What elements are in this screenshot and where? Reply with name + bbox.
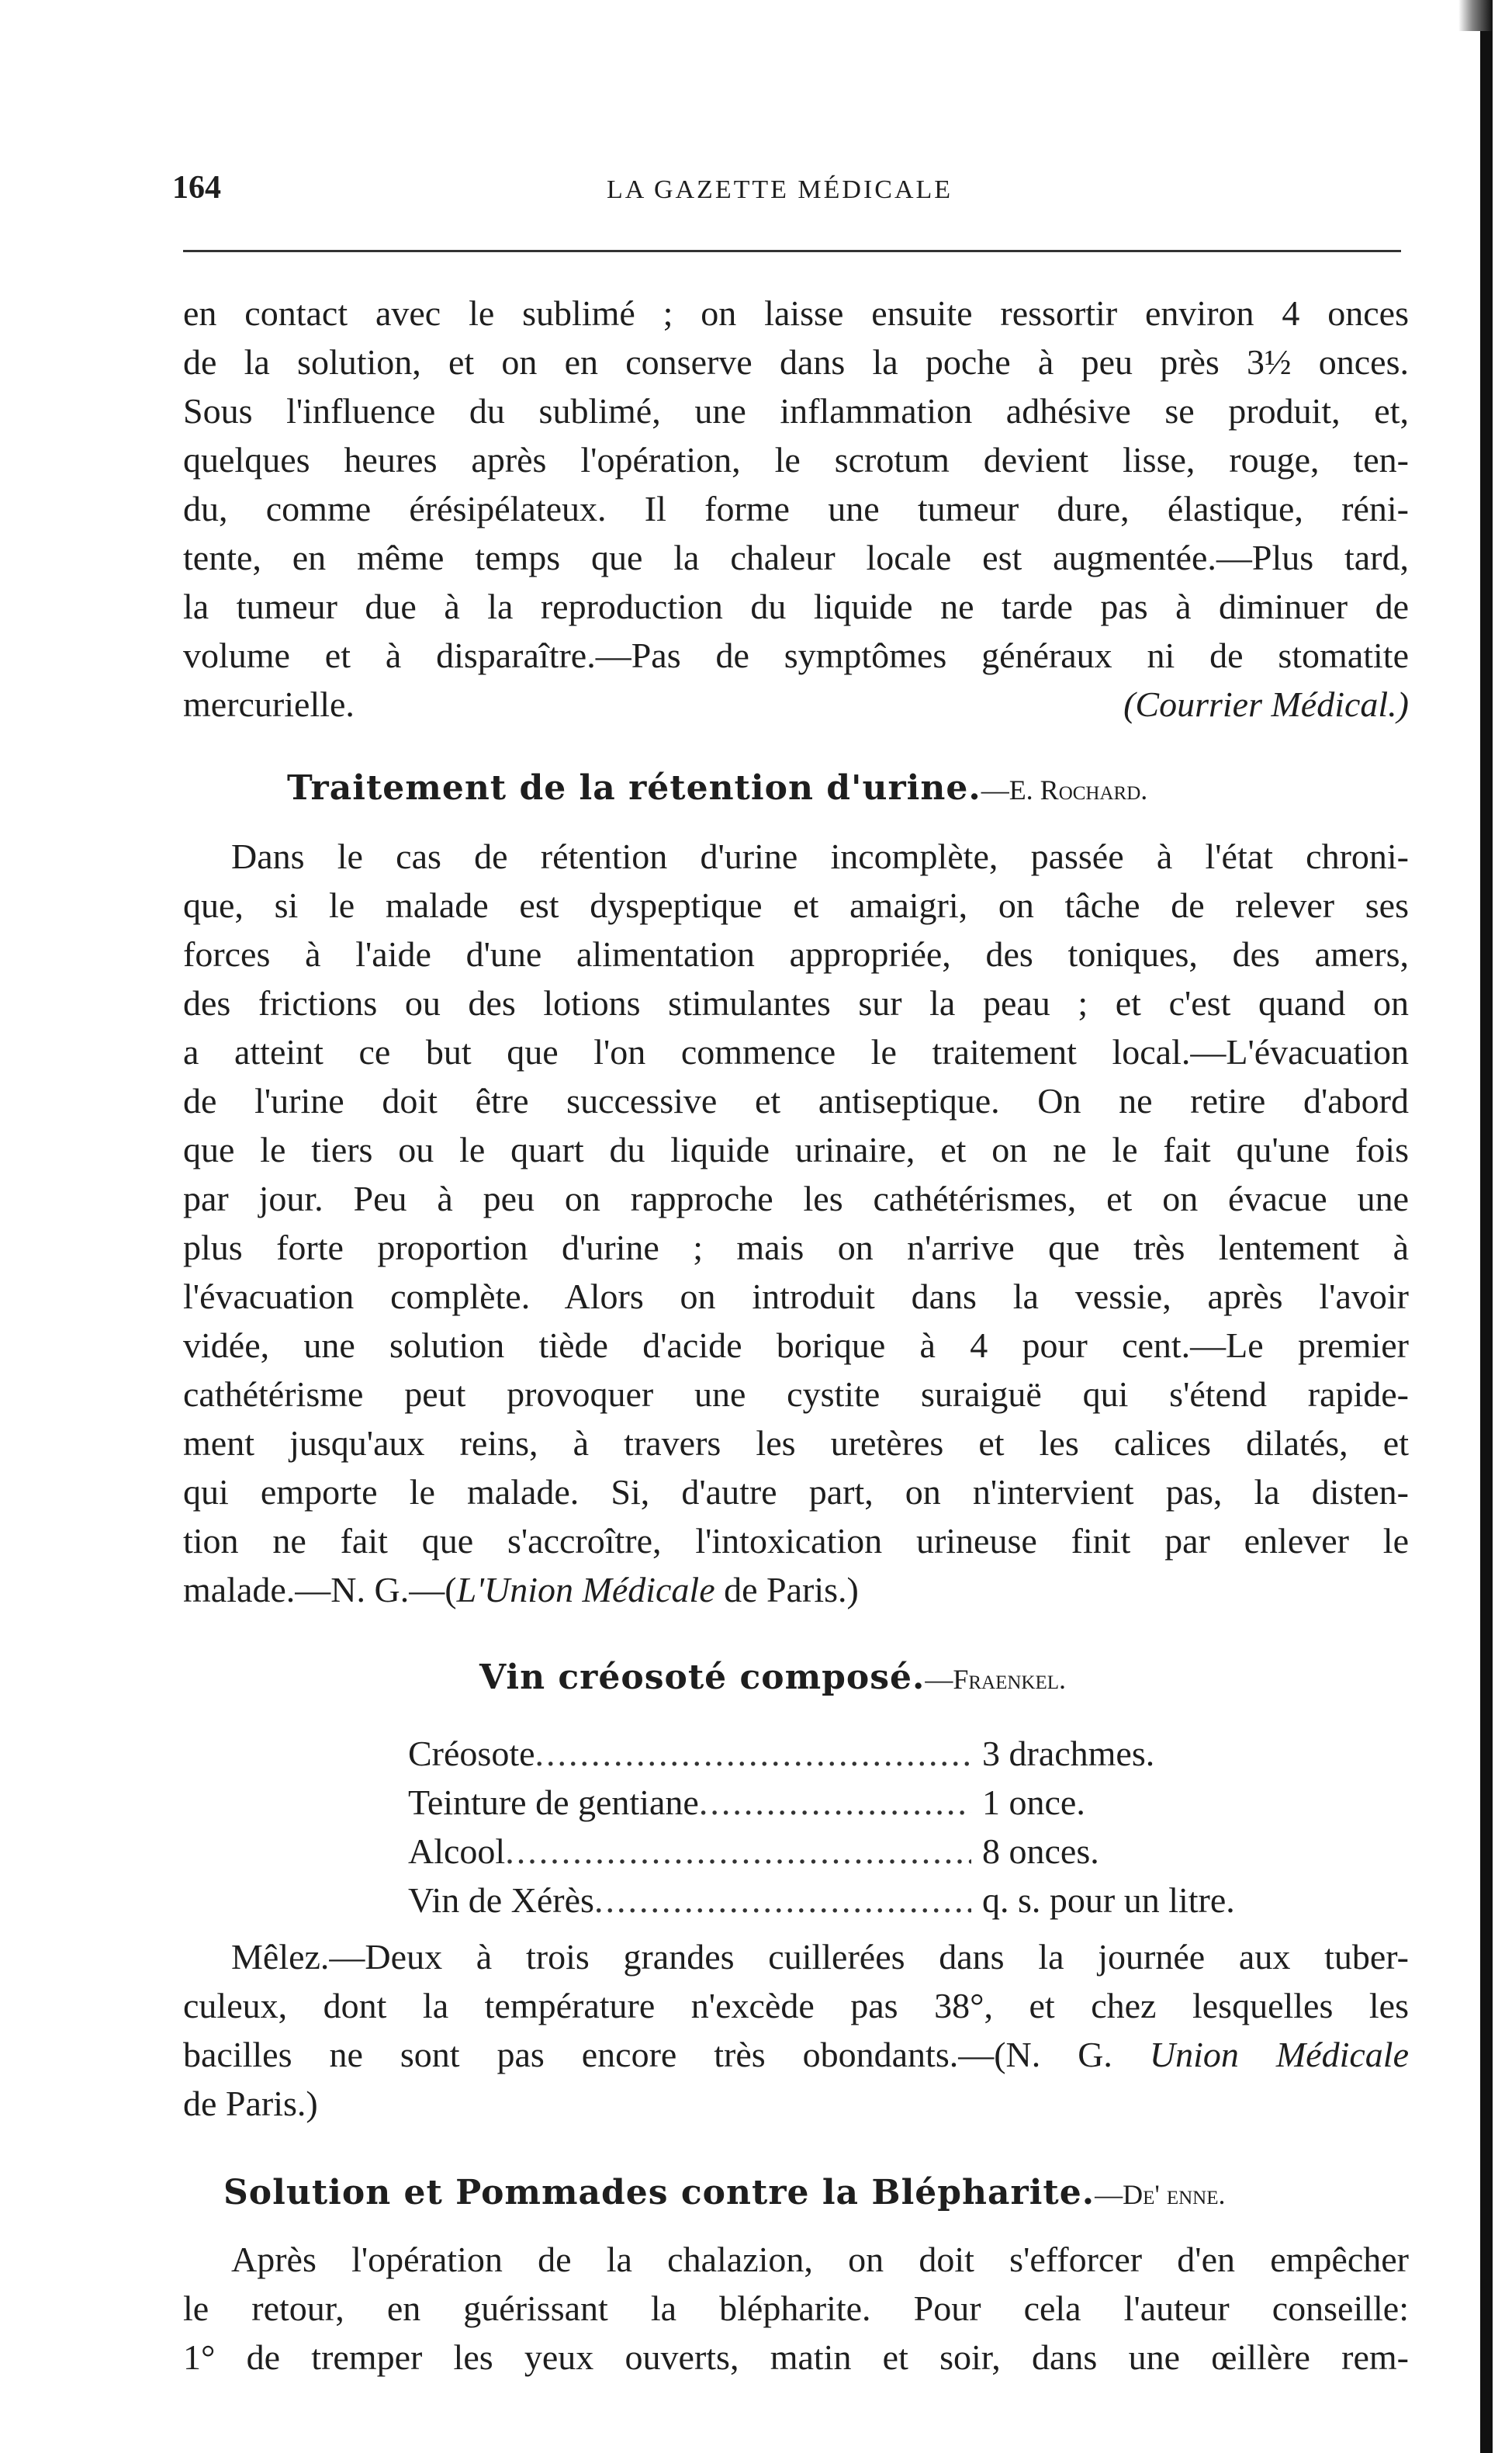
text-line-last (183, 680, 1409, 729)
text-line: a atteint ce but que l'on commence le traitement local.—L'évacuation (183, 1032, 1409, 1072)
text-line: quelques heures après l'opération, le scrotum devient lisse, rouge, ten- (183, 440, 1409, 480)
text-line: du, comme érésipélateux. Il forme une tumeur dure, élastique, réni- (183, 489, 1409, 528)
leader-dots (505, 1827, 971, 1876)
text-line: que le tiers ou le quart du liquide urinaire, et on ne le fait qu'une fois (183, 1130, 1409, 1169)
scan-edge-corner (1458, 0, 1493, 31)
text-line: Sous l'influence du sublimé, une inflammation adhésive se produit, et, (183, 391, 1409, 431)
text-line: cathétérisme peut provoquer une cystite suraiguë qui s'étend rapide- (183, 1374, 1409, 1414)
scan-edge-shadow (1480, 31, 1493, 2453)
text-line: Dans le cas de rétention d'urine incomplète, passée à l'état chroni- (231, 837, 1409, 876)
text-fragment: malade.—N. G.—( (183, 1570, 457, 1609)
running-head: LA GAZETTE MÉDICALE (607, 175, 953, 204)
text-line: ment jusqu'aux reins, à travers les uretères et les calices dilatés, et (183, 1423, 1409, 1463)
text-line: tente, en même temps que la chaleur locale est augmentée.—Plus tard, (183, 538, 1409, 577)
leader-dots (594, 1876, 971, 1925)
leader-dots (535, 1729, 971, 1778)
recipe-row (408, 1876, 1308, 1925)
text-line: culeux, dont la température n'excède pas 38°, et chez lesquelles les (183, 1986, 1409, 2025)
text-fragment: mercurielle. (183, 684, 355, 724)
section-author: —Fraenkel. (925, 1664, 1067, 1695)
recipe-ingredient: Teinture de gentiane (408, 1783, 699, 1822)
text-line (183, 2030, 1409, 2079)
section-title-text: Traitement de la rétention d'urine. (287, 768, 981, 808)
text-line: Après l'opération de la chalazion, on doit s'efforcer d'en empêcher (231, 2240, 1409, 2279)
text-line-last: de Paris.) (183, 2084, 318, 2123)
text-line: qui emporte le malade. Si, d'autre part, on n'intervient pas, la disten- (183, 1472, 1409, 1512)
source-citation: (Courrier Médical.) (1123, 684, 1409, 724)
text-line: par jour. Peu à peu on rapproche les cathétérismes, et on évacue une (183, 1179, 1409, 1218)
recipe-row (408, 1729, 1308, 1778)
recipe-ingredient: Vin de Xérès (408, 1880, 594, 1920)
recipe-row (408, 1778, 1308, 1827)
text-line: forces à l'aide d'une alimentation appropriée, des toniques, des amers, (183, 934, 1409, 974)
text-line: tion ne fait que s'accroître, l'intoxication urineuse finit par enlever le (183, 1521, 1409, 1561)
text-line: plus forte proportion d'urine ; mais on n'arrive que très lentement à (183, 1228, 1409, 1267)
section2-paragraph (183, 1932, 1409, 2128)
text-line: la tumeur due à la reproduction du liquide ne tarde pas à diminuer de (183, 587, 1409, 626)
section-title-blepharite (223, 2173, 1225, 2212)
text-line: en contact avec le sublimé ; on laisse ensuite ressortir environ 4 onces (183, 293, 1409, 333)
leader-dots (699, 1778, 971, 1827)
text-line: que, si le malade est dyspeptique et amaigri, on tâche de relever ses (183, 885, 1409, 925)
text-line: des frictions ou des lotions stimulantes sur la peau ; et c'est quand on (183, 983, 1409, 1023)
text-line: Mêlez.—Deux à trois grandes cuillerées dans la journée aux tuber- (231, 1937, 1409, 1977)
text-line: de la solution, et on en conserve dans la poche à peu près 3½ onces. (183, 342, 1409, 382)
section3-paragraph (183, 2235, 1409, 2382)
recipe-quantity: 8 onces. (982, 1831, 1099, 1871)
section-title-text: Vin créosoté composé. (479, 1658, 926, 1697)
text-line: volume et à disparaître.—Pas de symptômes généraux ni de stomatite (183, 636, 1409, 675)
section1-paragraph (183, 832, 1409, 1614)
text-line: 1° de tremper les yeux ouverts, matin et soir, dans une œillère rem- (183, 2337, 1409, 2377)
recipe-quantity: 1 once. (982, 1783, 1085, 1822)
intro-paragraph (183, 289, 1409, 729)
text-line: l'évacuation complète. Alors on introduit dans la vessie, après l'avoir (183, 1277, 1409, 1316)
text-line-last (183, 1565, 1409, 1614)
text-line: le retour, en guérissant la blépharite. Pour cela l'auteur conseille: (183, 2288, 1409, 2328)
recipe-table (408, 1729, 1308, 1925)
recipe-ingredient: Alcool (408, 1831, 506, 1871)
section-title-text: Solution et Pommades contre la Blépharite. (223, 2173, 1095, 2212)
section-title-vin-creosote (479, 1658, 1066, 1697)
section-author: —E. Rochard. (981, 774, 1148, 806)
page-header (172, 169, 1413, 216)
recipe-row (408, 1827, 1308, 1876)
section-title-retention (287, 768, 1147, 808)
section-author: —De' enne. (1095, 2179, 1226, 2210)
page-number: 164 (172, 170, 221, 206)
text-line: vidée, une solution tiède d'acide borique à 4 pour cent.—Le premier (183, 1325, 1409, 1365)
source-citation: Union Médicale (1149, 2035, 1409, 2074)
text-fragment: bacilles ne sont pas encore très obondants.—(N. G. (183, 2035, 1150, 2074)
text-line: de l'urine doit être successive et antiseptique. On ne retire d'abord (183, 1081, 1409, 1121)
recipe-quantity: q. s. pour un litre. (982, 1880, 1235, 1920)
text-fragment: de Paris.) (714, 1570, 859, 1609)
header-rule (183, 250, 1401, 252)
source-citation: L'Union Médicale (456, 1570, 715, 1609)
recipe-ingredient: Créosote (408, 1734, 535, 1773)
recipe-quantity: 3 drachmes. (982, 1734, 1155, 1773)
